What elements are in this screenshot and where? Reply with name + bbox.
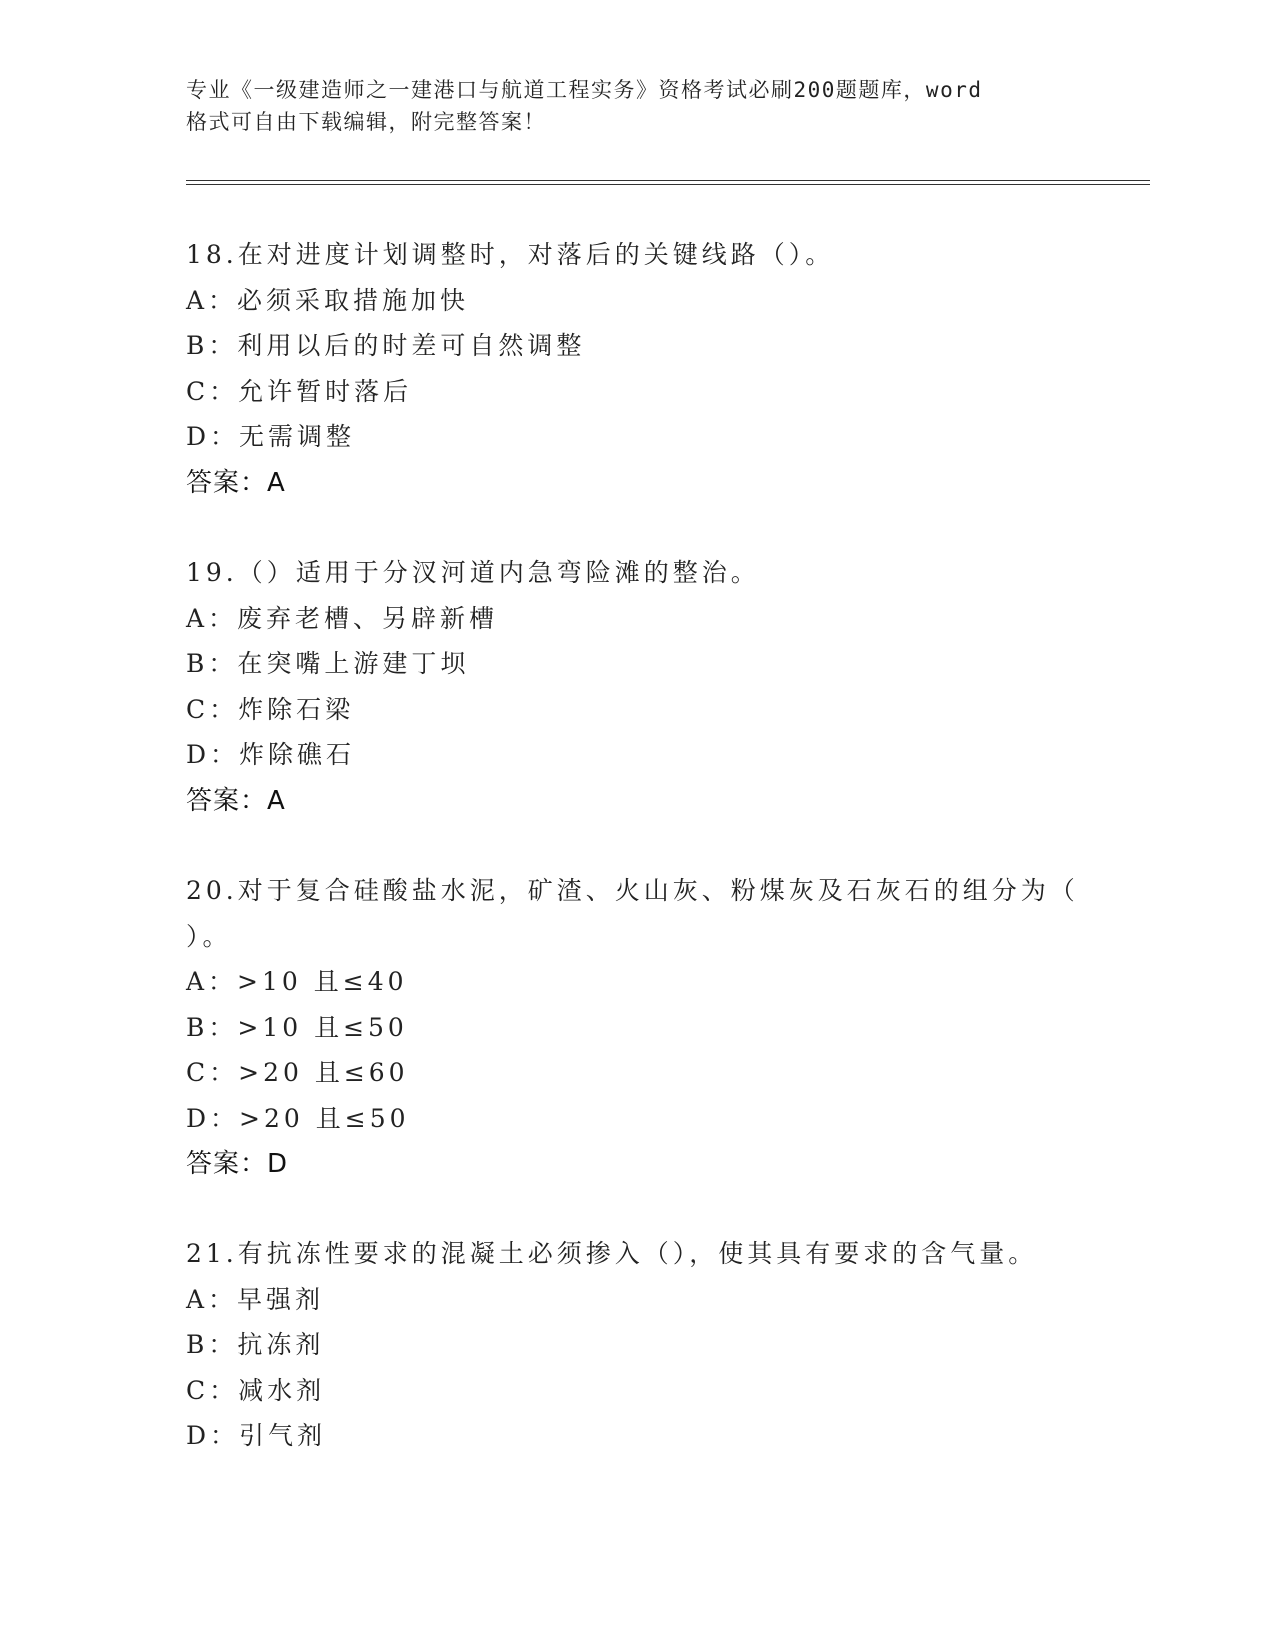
header-line-2: 格式可自由下载编辑，附完整答案！: [186, 110, 546, 134]
option-d: D：无需调整: [186, 422, 356, 451]
answer-label: 答案：A: [186, 467, 286, 498]
option-d: D：引气剂: [186, 1421, 327, 1450]
question-20: [186, 868, 1086, 1187]
option-a: A：必须采取措施加快: [186, 285, 470, 315]
header-line-1: 专业《一级建造师之一建港口与航道工程实务》资格考试必刷200题题库，word: [186, 78, 983, 102]
option-b: B：抗冻剂: [186, 1330, 325, 1359]
question-stem: 19.（）适用于分汊河道内急弯险滩的整治。: [186, 558, 760, 587]
header-divider-bottom: [186, 184, 1150, 185]
option-a: A：>10 且≤40: [186, 967, 408, 996]
option-b: B：在突嘴上游建丁坝: [186, 649, 470, 678]
option-d: D：炸除礁石: [186, 740, 356, 769]
question-stem-continuation: ）。: [186, 921, 232, 951]
option-c: C：减水剂: [186, 1375, 326, 1405]
option-b: B：>10 且≤50: [186, 1012, 408, 1042]
question-stem: 21.有抗冻性要求的混凝土必须掺入（），使其具有要求的含气量。: [186, 1239, 1038, 1268]
answer-label: 答案：A: [186, 785, 286, 816]
header-divider-top: [186, 180, 1150, 181]
document-header: [186, 74, 1066, 138]
option-d: D：>20 且≤50: [186, 1103, 410, 1133]
option-a: A：废弃老槽、另辟新槽: [186, 603, 499, 633]
question-stem: 18.在对进度计划调整时，对落后的关键线路（）。: [186, 240, 835, 269]
option-c: C：允许暂时落后: [186, 376, 413, 406]
question-19: [186, 550, 1086, 824]
question-18: [186, 232, 1086, 506]
question-stem: 20.对于复合硅酸盐水泥，矿渣、火山灰、粉煤灰及石灰石的组分为（: [186, 876, 1079, 905]
option-a: A：早强剂: [186, 1284, 325, 1314]
question-21: [186, 1231, 1086, 1459]
answer-label: 答案：D: [186, 1149, 289, 1179]
option-c: C：>20 且≤60: [186, 1058, 409, 1087]
option-c: C：炸除石梁: [186, 694, 355, 724]
option-b: B：利用以后的时差可自然调整: [186, 331, 586, 360]
